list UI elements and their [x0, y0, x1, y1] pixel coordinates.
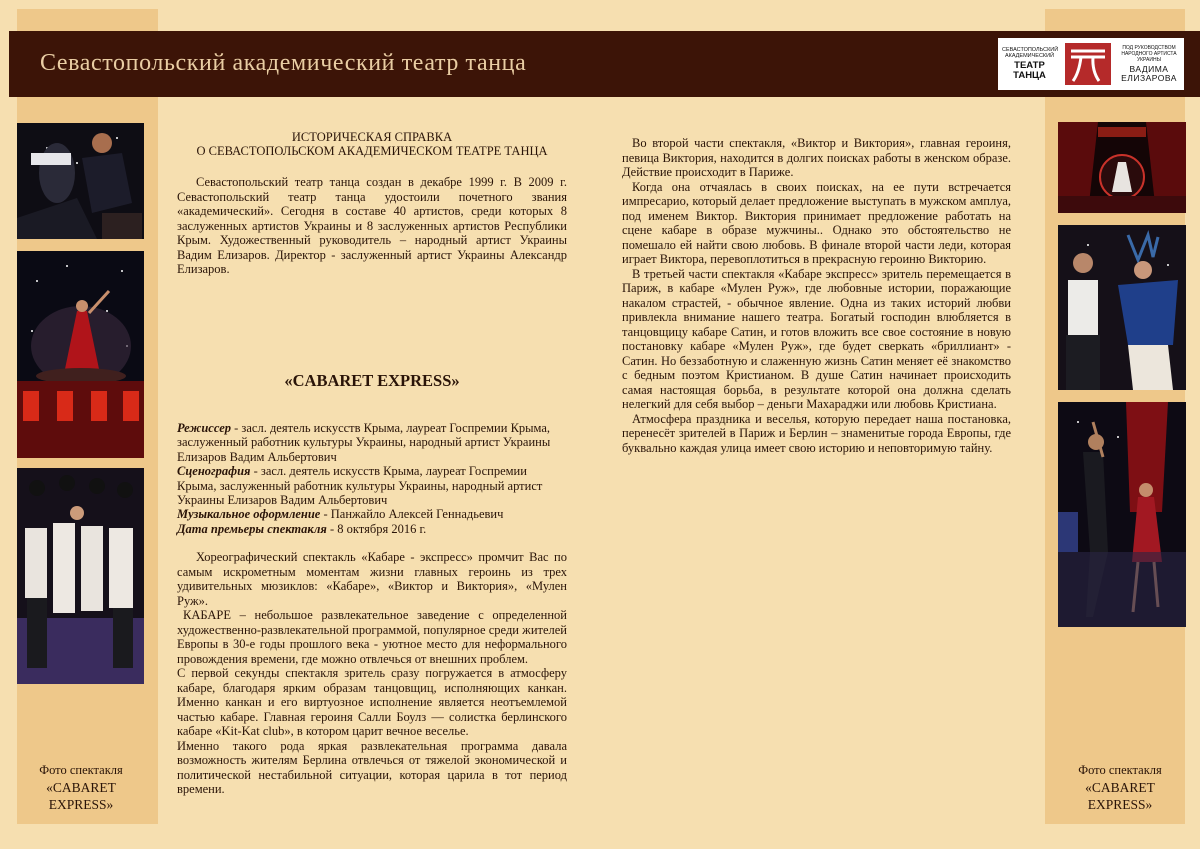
director-label: Режиссер	[177, 421, 232, 435]
photo-red-dress-dancer	[17, 251, 144, 458]
body-paragraph: Хореографический спектакль «Кабаре - экспресс» промчит Вас по самым искрометным моментам жизни главных героинь из трех удивительных мюзиклов: «Кабаре», «Виктор и Виктория», «Мулен Руж».	[177, 550, 567, 608]
history-paragraph: Севастопольский театр танца создан в декабре 1999 г. В 2009 г. Севастопольский театр танца удостоили почетного звания «академический». Сегодня в составе 40 артистов, среди которых 8 заслуженных артистов Украины и 8 заслуженных артистов Республики Крым. Художественный руководитель – народный артист Украины Вадим Елизаров. Директор - заслуженный артист Украины Александр Елизаров.	[177, 175, 567, 276]
premiere-label: Дата премьеры спектакля	[177, 521, 327, 536]
photo-red-stage	[1058, 122, 1186, 213]
photo-cabaret-ensemble	[17, 468, 144, 684]
body-paragraph: Во второй части спектакля, «Виктор и Виктория», главная героиня, певица Виктория, находится в долгих поисках работы в женском образе. Действие происходит в Париже.	[622, 136, 1011, 179]
logo-right-text: ПОД РУКОВОДСТВОМ НАРОДНОГО АРТИСТА УКРАИНЫ ВАДИМА ЕЛИЗАРОВА	[1121, 45, 1177, 83]
left-body-text	[177, 550, 567, 797]
theatre-logo	[998, 38, 1184, 90]
body-paragraph: Именно такого рода яркая развлекательная программа давала возможность жителям Берлина отвлечься от тяжелой экономической и политической нестабильной ситуации, которая царила в тот период времени.	[177, 738, 567, 796]
show-credits: Режиссер - засл. деятель искусств Крыма, лауреат Госпремии Крыма, заслуженный работник культуры Украины, народный артист Украины Елизаров Вадим Альбертович Сценография - засл. деятель искусств Крыма, лауреат Госпремии Крыма, заслуженный работник культуры Украины, народный артист Украины Елизаров Вадим Альбертович Музыкальное оформление - Панжайло Алексей Геннадьевич Дата премьеры спектакля - 8 октября 2016 г.	[177, 421, 551, 536]
logo-left-text: СЕВАСТОПОЛЬСКИЙ АКАДЕМИЧЕСКИЙ ТЕАТР ТАНЦА	[1002, 47, 1059, 81]
show-title: «CABARET EXPRESS»	[284, 371, 460, 390]
page-title: Севастопольский академический театр танца	[40, 50, 527, 76]
body-paragraph: КАБАРЕ – небольшое развлекательное заведение с определенной художественно-развлекательной программой, популярное среди жителей Европы в 30-е годы прошлого века - уютное место для неформального провождения времени, где можно отвлечься от внешних проблем.	[177, 608, 567, 666]
right-photo-caption: Фото спектакля «CABARET EXPRESS»	[1078, 763, 1162, 812]
body-paragraph: Атмосфера праздника и веселья, которую передает наша постановка, перенесёт зрителей в Париж и Берлин – знаменитые города Европы, где буквально каждая улица имеет свою историю и неповторимую тайну.	[622, 411, 1011, 455]
scenography-label: Сценография	[177, 464, 251, 479]
photo-dancing-couple	[17, 123, 144, 239]
right-body-text	[622, 136, 1011, 455]
photo-dance-duo	[1058, 402, 1186, 627]
body-paragraph: В третьей части спектакля «Кабаре экспресс» зритель перемещается в Париж, в кабаре «Мулен Руж», где любовные истории, поражающие накалом страстей, - обычное явление. Одна из таких историй любви привлекла внимание нашего театра. Богатый господин влюбляется в танцовщицу кабаре Сатин, и готов вложить все свое состояние в новую постановку кабаре «Мулен Руж», где будет сверкать «бриллиант» - Сатин. Но беззаботную и слаженную жизнь Сатин меняет её знакомство с бедным поэтом Кристианом. В душе Сатин начинает происходить самая настоящая борьба, в результате которой она должна сделать нелегкий для себя выбор – деньги Махараджи или любовь Кристиана.	[622, 266, 1011, 411]
photo-couple-blue-costume	[1058, 225, 1186, 390]
logo-emblem-icon	[1065, 43, 1111, 85]
music-label: Музыкальное оформление	[177, 507, 321, 522]
history-heading: ИСТОРИЧЕСКАЯ СПРАВКА О СЕВАСТОПОЛЬСКОМ АКАДЕМИЧЕСКОМ ТЕАТРЕ ТАНЦА	[196, 130, 548, 158]
body-paragraph: Когда она отчаялась в своих поисках, на ее пути встречается импресарио, который делает предложение выступать в мужском амплуа, под именем Виктор. Виктория принимает предложение работать на сцене кабаре в образе мужчины.. Однако это обстоятельство не помешало ей найти свою любовь. В финале второй части леди, которая играет Виктора, перевоплотиться в прекрасную героиню Викторию.	[622, 179, 1011, 266]
left-photo-caption: Фото спектакля «CABARET EXPRESS»	[39, 763, 123, 812]
body-paragraph: С первой секунды спектакля зритель сразу погружается в атмосферу кабаре, благодаря ярким образам танцовщиц, исполняющих канкан. Именно канкан и его виртуозное исполнение является неотъемлемой частью кабаре. Главная героиня Салли Боулз — солистка берлинского кабаре «Kit-Kat club», в котором царит вечное веселье.	[177, 666, 567, 738]
